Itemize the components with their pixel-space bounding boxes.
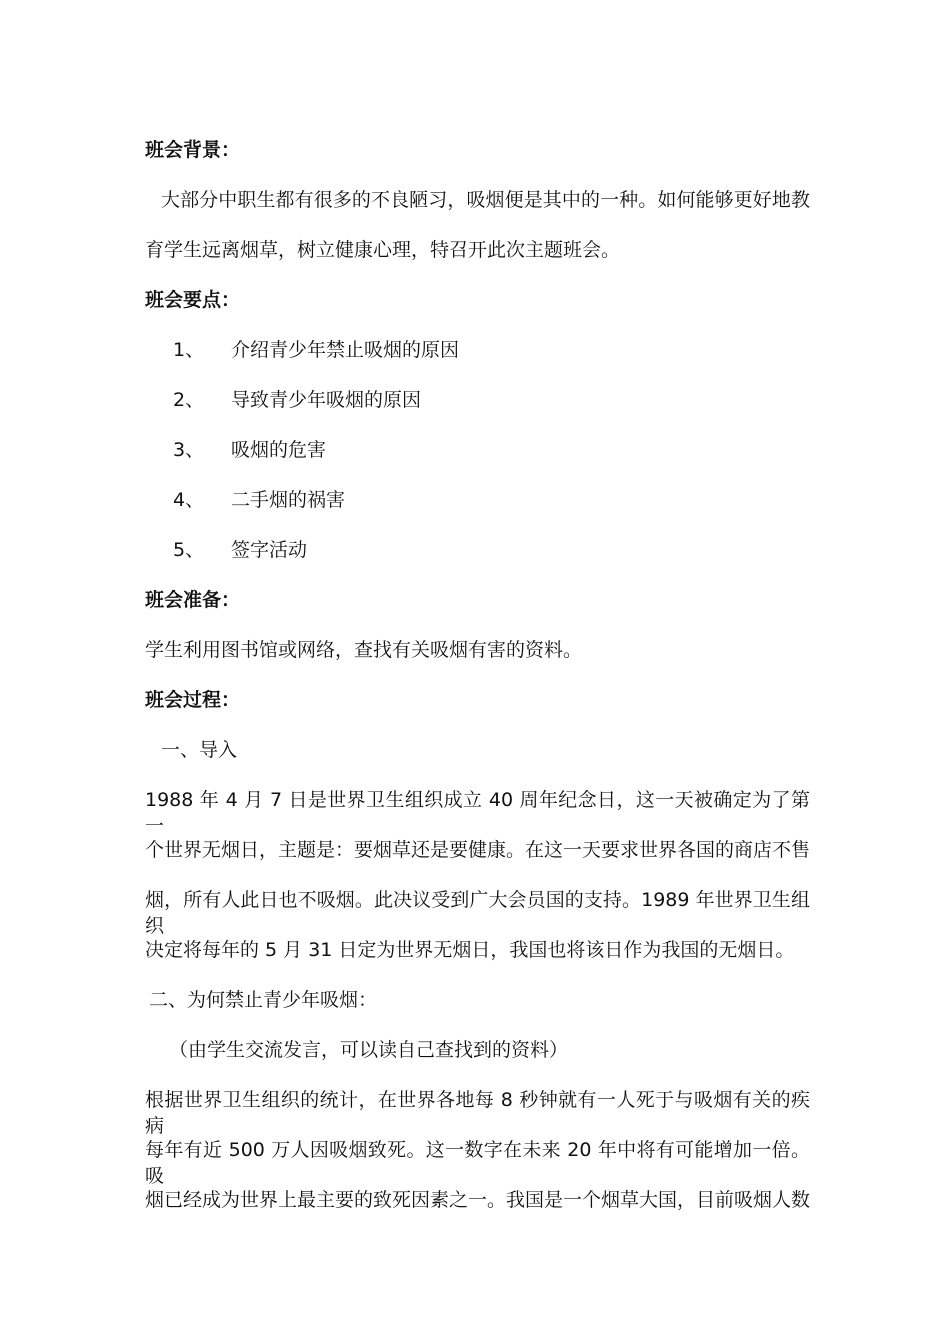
list-item-text: 介绍青少年禁止吸烟的原因 [231, 339, 460, 361]
intro-line-4: 决定将每年的 5 月 31 日定为世界无烟日，我国也将该日作为我国的无烟日。 [145, 939, 795, 961]
reason-line-3: 烟已经成为世界上最主要的致死因素之一。我国是一个烟草大国，目前吸烟人数 [145, 1189, 810, 1211]
list-item-text: 二手烟的祸害 [231, 489, 346, 511]
list-item [145, 437, 810, 487]
key-points-heading: 班会要点： [145, 289, 241, 311]
list-item-number: 4、 [173, 489, 205, 511]
preparation-line: 学生利用图书馆或网络，查找有关吸烟有害的资料。 [145, 639, 583, 661]
list-item-number: 3、 [173, 439, 205, 461]
background-heading: 班会背景： [145, 139, 241, 161]
list-item-text: 吸烟的危害 [231, 439, 327, 461]
intro-line-1: 1988 年 4 月 7 日是世界卫生组织成立 40 周年纪念日，这一天被确定为了第一 [145, 789, 810, 837]
background-line-2: 育学生远离烟草，树立健康心理，特召开此次主题班会。 [145, 239, 621, 261]
list-item-text: 导致青少年吸烟的原因 [231, 389, 422, 411]
list-item-text: 签字活动 [231, 539, 308, 561]
intro-line-3: 烟，所有人此日也不吸烟。此决议受到广大会员国的支持。1989 年世界卫生组织 [145, 889, 810, 937]
reason-line-1: 根据世界卫生组织的统计，在世界各地每 8 秒钟就有一人死于与吸烟有关的疾病 [145, 1089, 810, 1137]
preparation-heading: 班会准备： [145, 589, 241, 611]
list-item [145, 487, 810, 537]
reason-line-2: 每年有近 500 万人因吸烟致死。这一数字在未来 20 年中将有可能增加一倍。吸 [145, 1139, 810, 1187]
list-item [145, 537, 810, 587]
list-item [145, 387, 810, 437]
intro-heading: 一、导入 [161, 739, 238, 761]
reason-heading: 二、为何禁止青少年吸烟： [149, 989, 378, 1011]
background-line-1: 大部分中职生都有很多的不良陋习，吸烟便是其中的一种。如何能够更好地教 [161, 189, 810, 211]
list-item-number: 5、 [173, 539, 205, 561]
process-heading: 班会过程： [145, 689, 241, 711]
list-item-number: 1、 [173, 339, 205, 361]
reason-note: （由学生交流发言，可以读自己查找到的资料） [169, 1039, 569, 1061]
intro-line-2: 个世界无烟日，主题是：要烟草还是要健康。在这一天要求世界各国的商店不售 [145, 839, 810, 861]
list-item [145, 337, 810, 387]
list-item-number: 2、 [173, 389, 205, 411]
